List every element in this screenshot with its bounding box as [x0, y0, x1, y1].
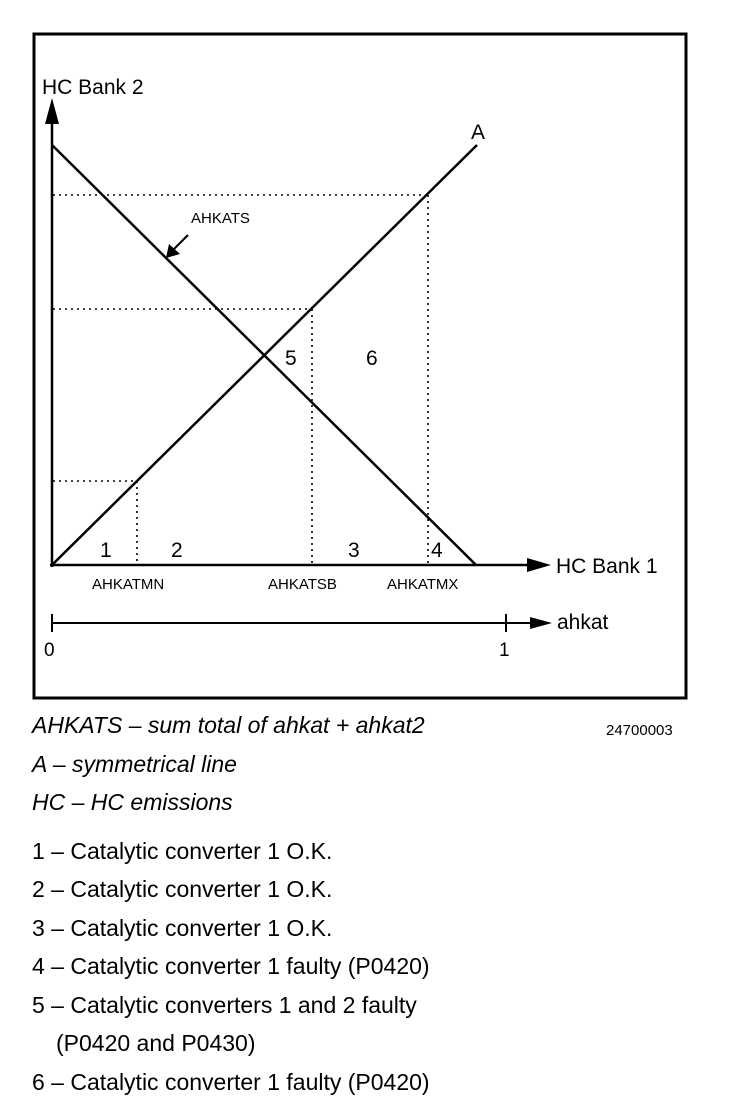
x-axis-arrowhead — [527, 558, 551, 572]
region-2-label: 2 — [171, 539, 183, 562]
legend-item-3: 3 – Catalytic converter 1 O.K. — [32, 915, 333, 941]
x-axis-label: HC Bank 1 — [556, 555, 658, 578]
legend-item-1: 1 – Catalytic converter 1 O.K. — [32, 838, 333, 864]
ahkat-scale-arrowhead — [530, 617, 552, 629]
threshold-label-max: AHKATMX — [387, 576, 459, 593]
y-axis-label: HC Bank 2 — [42, 76, 144, 99]
symmetry-line-label: A — [471, 121, 486, 144]
reference-number: 24700003 — [606, 722, 673, 739]
legend-item-5-continuation: (P0420 and P0430) — [56, 1030, 256, 1056]
definition-ahkats: AHKATS – sum total of ahkat + ahkat2 — [32, 712, 425, 738]
threshold-label-min: AHKATMN — [92, 576, 165, 593]
diagram-frame — [34, 34, 686, 698]
ahkat-scale-end: 1 — [499, 640, 510, 661]
definition-a: A – symmetrical line — [32, 751, 237, 777]
legend-item-6: 6 – Catalytic converter 1 faulty (P0420) — [32, 1069, 430, 1095]
definition-hc: HC – HC emissions — [32, 789, 233, 815]
ahkat-scale-start: 0 — [44, 640, 55, 661]
legend-item-4: 4 – Catalytic converter 1 faulty (P0420) — [32, 953, 430, 979]
region-4-label: 4 — [431, 539, 443, 562]
region-3-label: 3 — [348, 539, 360, 562]
ahkat-scale-label: ahkat — [557, 611, 609, 634]
region-6-label: 6 — [366, 347, 378, 370]
sum-line-label: AHKATS — [191, 210, 250, 227]
legend-item-2: 2 – Catalytic converter 1 O.K. — [32, 876, 333, 902]
region-5-label: 5 — [285, 347, 297, 370]
threshold-label-sb: AHKATSB — [268, 576, 337, 593]
ahkats-pointer-line — [174, 235, 188, 249]
region-1-label: 1 — [100, 539, 112, 562]
y-axis-arrowhead — [45, 98, 59, 124]
legend-item-5: 5 – Catalytic converters 1 and 2 faulty — [32, 992, 417, 1018]
